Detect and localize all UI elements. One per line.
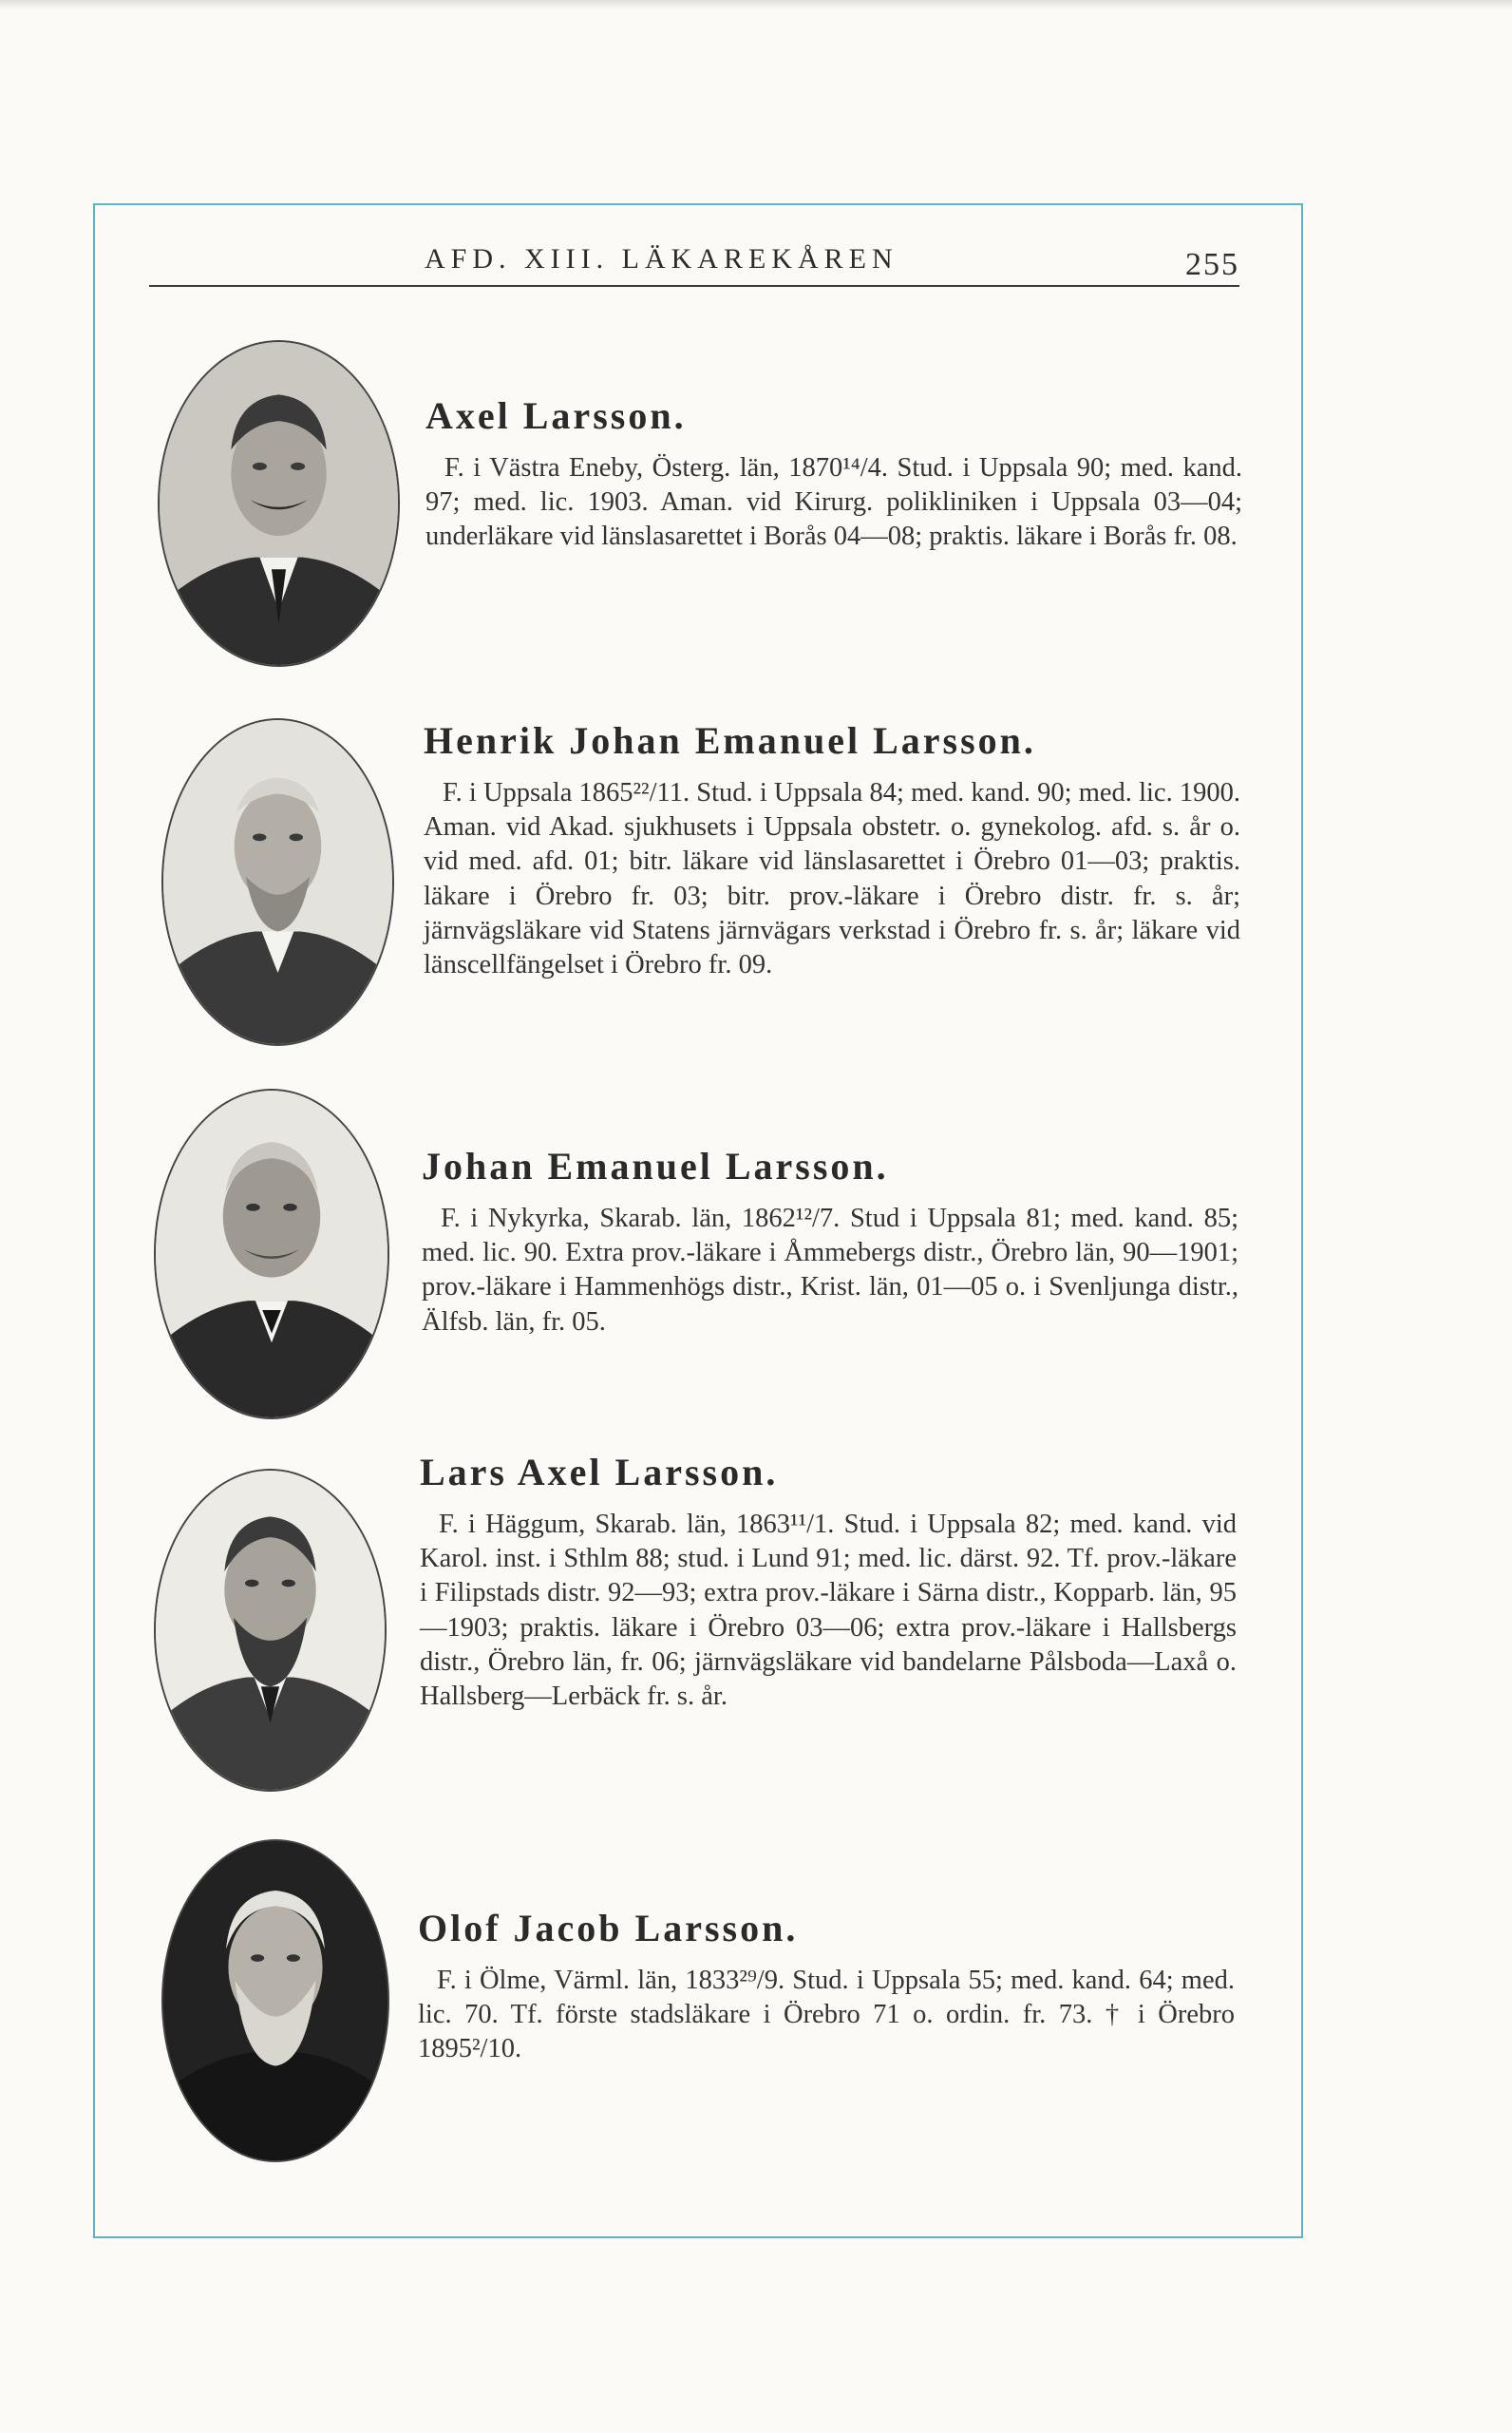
entry-bio: F. i Häggum, Skarab. län, 1863¹¹/1. Stud. i Uppsala 82; med. kand. vid Karol. inst. i Sthlm 88; stud. i Lund 91; med. lic. därst. 92. Tf. prov.-läkare i Filipstads distr. 92—93; extra prov.-läkare i Särna distr., Kopparb. län, 95—1903; praktis. läkare i Örebro 03—06; extra prov.-läkare i Hallsbergs distr., Örebro län, fr. 06; järnvägsläkare vid bandelarne Pålsboda—Laxå o. Hallsberg—Lerbäck fr. s. år. [420, 1510, 1237, 1712]
entry-name: Henrik Johan Emanuel Larsson. [424, 719, 1036, 762]
entry-henrik-johan-emanuel-larsson [424, 718, 1240, 982]
entry-johan-emanuel-larsson [422, 1144, 1238, 1340]
page-number: 255 [1185, 247, 1239, 282]
entry-lars-axel-larsson [420, 1450, 1237, 1714]
entry-name: Lars Axel Larsson. [420, 1451, 779, 1493]
running-header [149, 239, 1239, 287]
entry-name: Axel Larsson. [425, 394, 687, 437]
entry-name: Olof Jacob Larsson. [418, 1907, 799, 1949]
portrait-axel-larsson [158, 340, 400, 667]
entry-bio: F. i Ölme, Värml. län, 1833²⁹/9. Stud. i Uppsala 55; med. kand. 64; med. lic. 70. Tf. förste stadsläkare i Örebro 71 o. ordin. fr. 73. † i Örebro 1895²/10. [418, 1966, 1235, 2064]
entry-bio: F. i Västra Eneby, Österg. län, 1870¹⁴/4. Stud. i Uppsala 90; med. kand. 97; med. lic. 1903. Aman. vid Kirurg. polikliniken i Uppsala 03—04; underläkare vid länslasarettet i Borås 04—08; praktis. läkare i Borås fr. 08. [425, 453, 1242, 552]
entry-axel-larsson [425, 393, 1242, 555]
entry-name: Johan Emanuel Larsson. [422, 1145, 889, 1188]
section-title: AFD. XIII. LÄKAREKÅREN [425, 243, 898, 275]
entry-bio: F. i Nykyrka, Skarab. län, 1862¹²/7. Stud i Uppsala 81; med. kand. 85; med. lic. 90. Extra prov.-läkare i Åmmebergs distr., Örebro län, 90—1901; prov.-läkare i Hammenhögs distr., Krist. län, 01—05 o. i Svenljunga distr., Älfsb. län, fr. 05. [422, 1204, 1238, 1337]
entry-olof-jacob-larsson [418, 1906, 1235, 2067]
portrait-lars-axel-larsson [154, 1469, 387, 1792]
page-edge-shadow [0, 0, 1512, 10]
portrait-johan-emanuel-larsson [154, 1089, 389, 1419]
entry-bio: F. i Uppsala 1865²²/11. Stud. i Uppsala 84; med. kand. 90; med. lic. 1900. Aman. vid Akad. sjukhusets i Uppsala obstetr. o. gynekolog. afd. s. år o. vid med. afd. 01; bitr. läkare vid länslasarettet i Örebro 01—03; praktis. läkare i Örebro fr. 03; bitr. prov.-läkare i Örebro distr. fr. s. år; järnvägsläkare vid Statens järnvägars verkstad i Örebro fr. s. år; läkare vid länscellfängelset i Örebro fr. 09. [424, 778, 1240, 980]
portrait-henrik-johan-emanuel-larsson [161, 718, 394, 1046]
portrait-olof-jacob-larsson [161, 1839, 389, 2162]
